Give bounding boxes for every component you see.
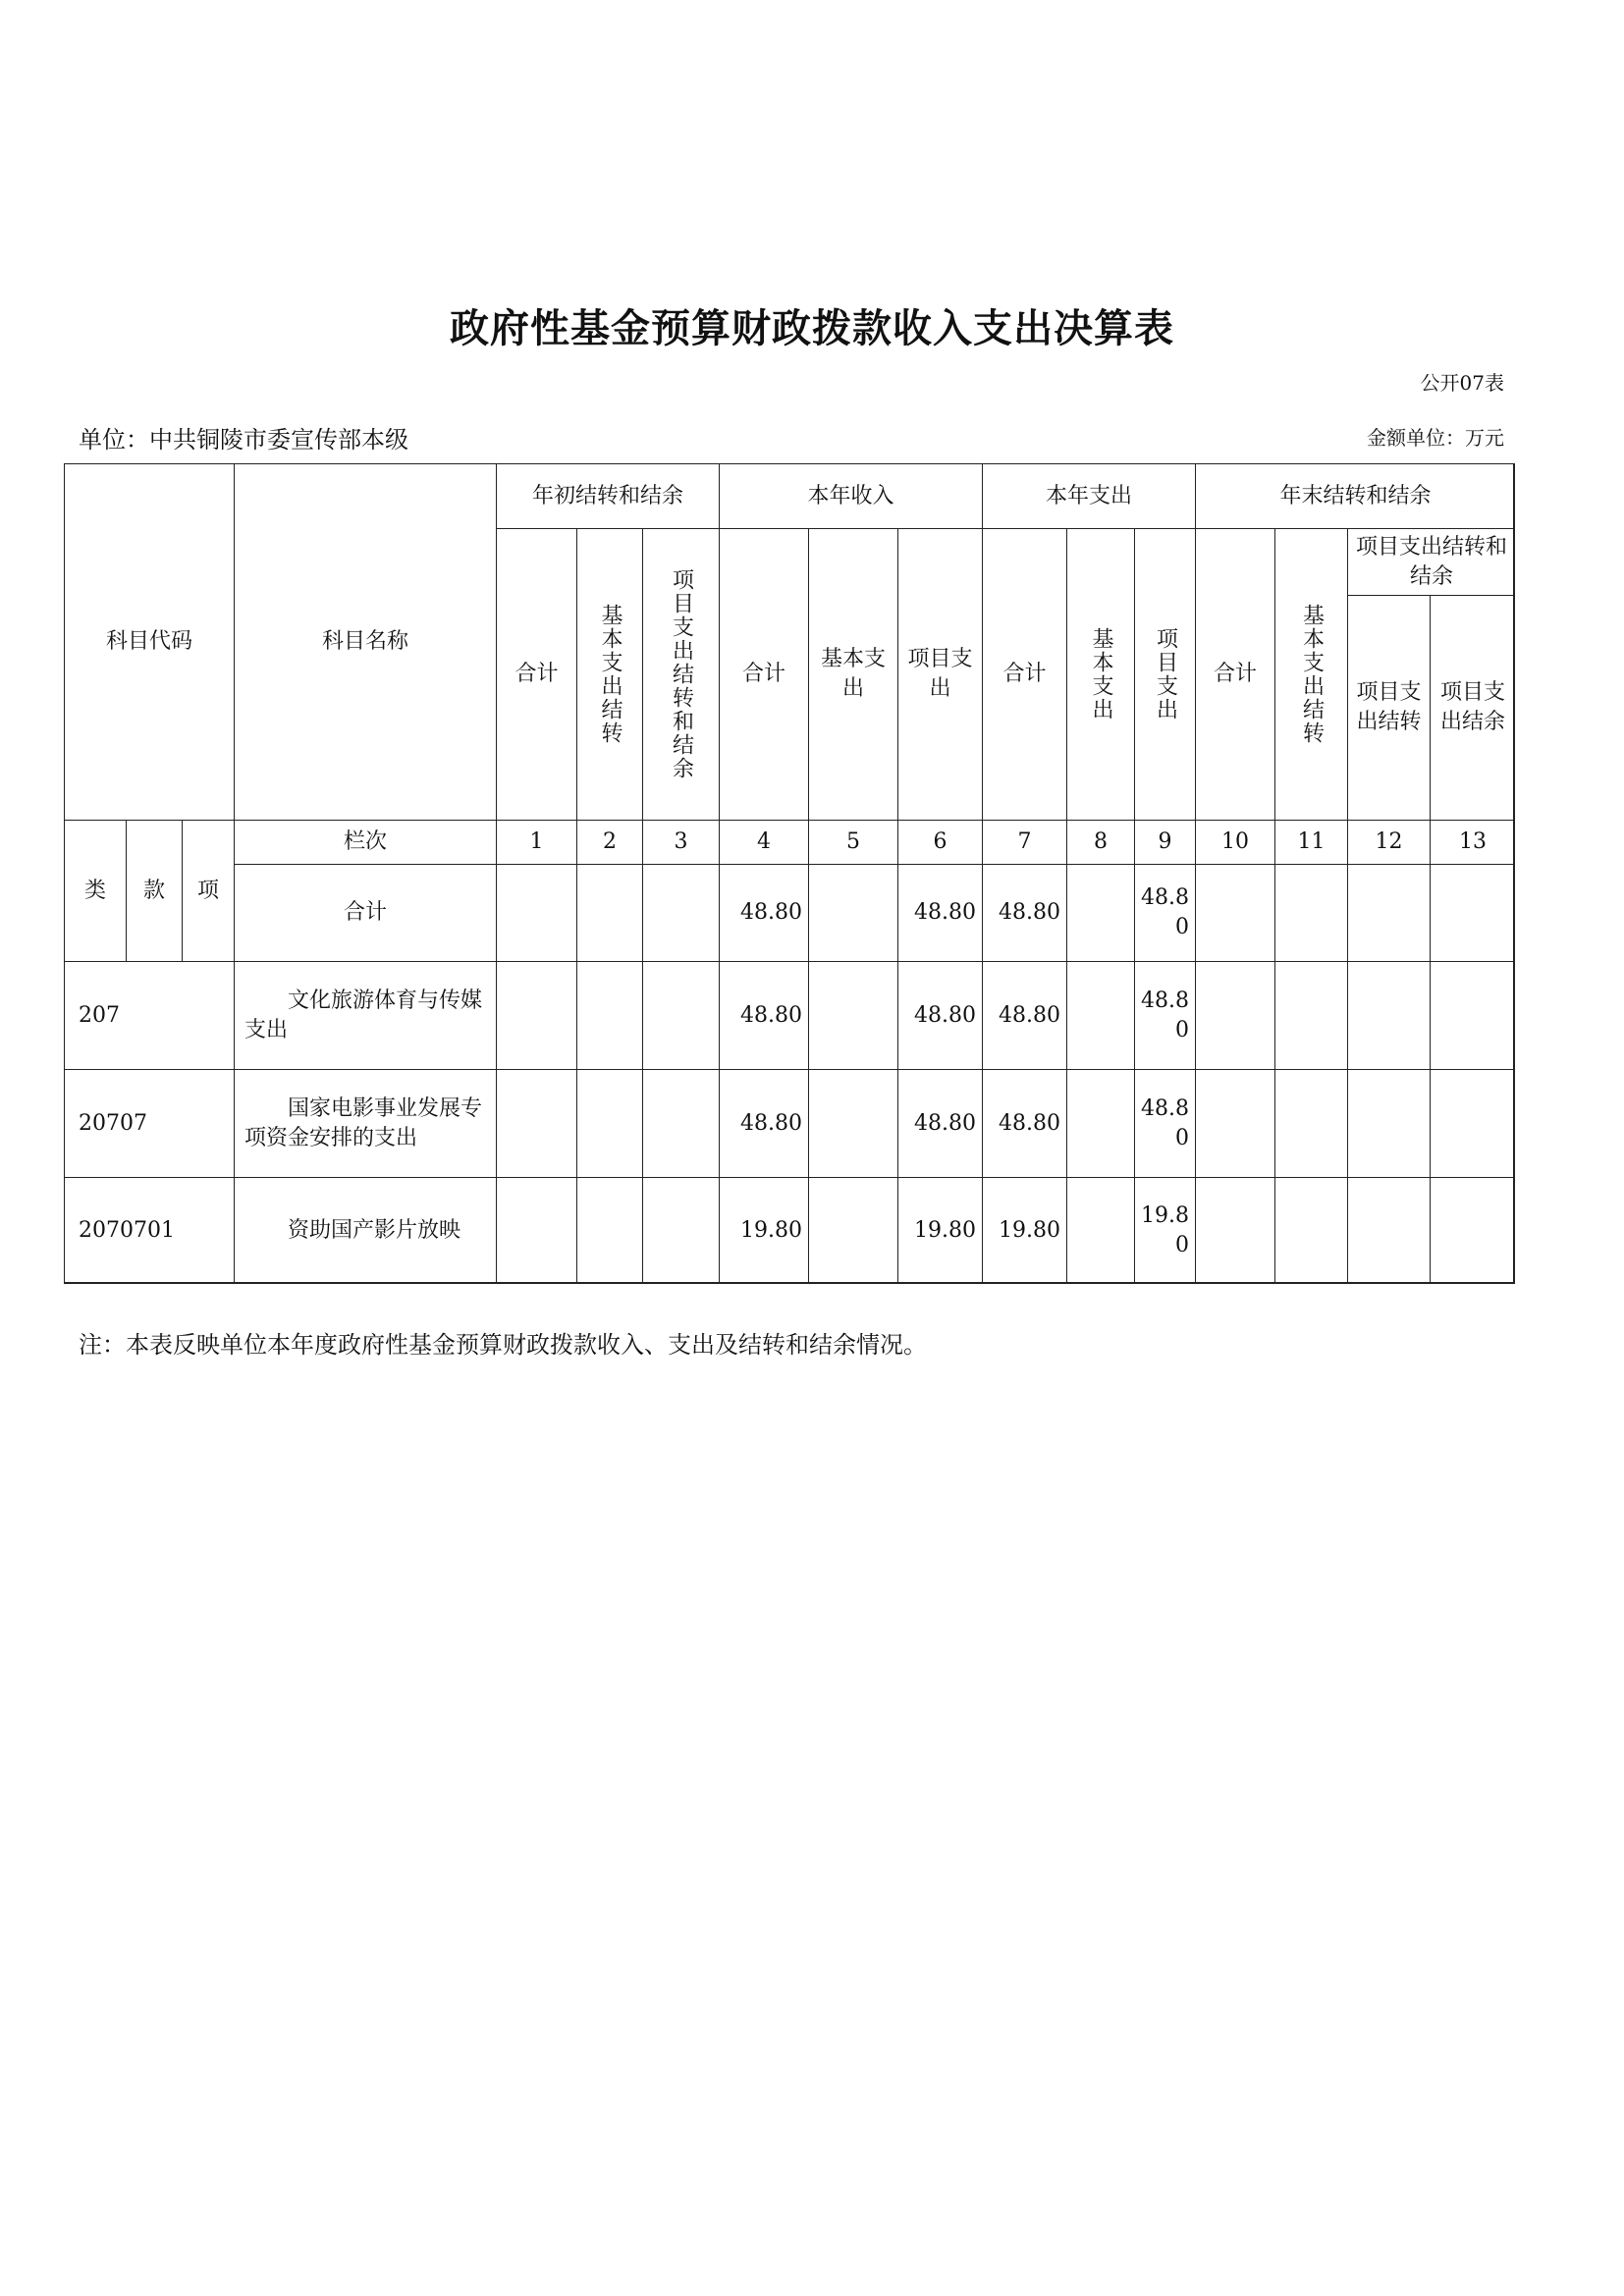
column-number (897, 820, 982, 864)
row-value (897, 864, 982, 961)
row-value-text: 48.80 (740, 900, 802, 925)
header-g4-sub-carry-text: 项目支出结转 (1356, 680, 1422, 734)
column-number-text: 11 (1297, 829, 1326, 854)
footnote: 注：本表反映单位本年度政府性基金预算财政拨款收入、支出及结转和结余情况。 (79, 1331, 927, 1359)
column-number-text: 9 (1158, 829, 1172, 854)
row-code (64, 961, 234, 1069)
row-value-text: 48.80 (999, 900, 1060, 925)
row-value (576, 1177, 642, 1284)
row-code-text: 2070701 (79, 1218, 175, 1243)
row-value (576, 1069, 642, 1177)
header-g3-total (982, 528, 1066, 820)
row-value (808, 1177, 897, 1284)
row-value (897, 1177, 982, 1284)
header-g2-total-text: 合计 (741, 662, 785, 686)
row-value (719, 864, 808, 961)
row-value-text: 48.80 (914, 1002, 976, 1028)
row-value-text: 19.80 (740, 1218, 802, 1243)
row-value (808, 864, 897, 961)
column-number-text: 3 (674, 829, 688, 854)
header-g2-basic (808, 528, 897, 820)
row-name (234, 864, 496, 961)
header-g4-project (1347, 528, 1515, 595)
row-value (1347, 1177, 1430, 1284)
column-number (1195, 820, 1274, 864)
column-number-text: 13 (1459, 829, 1487, 854)
row-value (496, 1177, 576, 1284)
row-value (808, 961, 897, 1069)
row-value (496, 961, 576, 1069)
header-xiang (182, 820, 234, 961)
column-number (642, 820, 719, 864)
column-number-text: 7 (1017, 829, 1032, 854)
row-value (719, 961, 808, 1069)
column-number-text: 6 (933, 829, 947, 854)
row-value (1274, 1177, 1347, 1284)
header-group (982, 463, 1195, 528)
header-g1-project-text: 项目支出结转和结余 (669, 568, 694, 780)
row-value (642, 961, 719, 1069)
row-value (897, 961, 982, 1069)
header-lei (64, 820, 126, 961)
column-number-text: 10 (1221, 829, 1249, 854)
column-number (1134, 820, 1195, 864)
row-name-text: 文化旅游体育与传媒支出 (244, 988, 483, 1042)
header-kuan (126, 820, 182, 961)
row-value (642, 1177, 719, 1284)
row-code (64, 1177, 234, 1284)
row-value (1134, 864, 1195, 961)
row-value (982, 1069, 1066, 1177)
header-group (719, 463, 982, 528)
row-value (982, 961, 1066, 1069)
column-number (496, 820, 576, 864)
row-name-text: 国家电影事业发展专项资金安排的支出 (244, 1095, 483, 1150)
row-code-text: 20707 (79, 1110, 147, 1136)
row-value (1066, 1069, 1134, 1177)
row-value (642, 864, 719, 961)
row-value (1066, 864, 1134, 961)
column-number (1066, 820, 1134, 864)
header-g2-project (897, 528, 982, 820)
column-number (982, 820, 1066, 864)
header-lei-text: 类 (83, 878, 106, 903)
row-value (1274, 1069, 1347, 1177)
row-value (642, 1069, 719, 1177)
header-g4-sub-surplus (1430, 595, 1515, 820)
row-value-text: 48.80 (1141, 988, 1189, 1042)
row-value-text: 48.80 (999, 1002, 1060, 1028)
row-value (1134, 1069, 1195, 1177)
column-number-text: 8 (1094, 829, 1108, 854)
row-value (1347, 961, 1430, 1069)
header-g4-sub-carry (1347, 595, 1430, 820)
row-value-text: 48.80 (740, 1002, 802, 1028)
header-g4-total (1195, 528, 1274, 820)
header-g4-project-text: 项目支出结转和结余 (1356, 534, 1508, 589)
column-number-text: 12 (1375, 829, 1403, 854)
row-value (1430, 961, 1515, 1069)
row-name (234, 1177, 496, 1284)
header-group-text: 年末结转和结余 (1279, 483, 1432, 508)
row-value (1195, 1069, 1274, 1177)
column-number (808, 820, 897, 864)
header-g3-project (1134, 528, 1195, 820)
header-xiang-text: 项 (196, 878, 219, 903)
header-g3-project-text: 项目支出 (1153, 627, 1178, 721)
header-group-text: 本年收入 (807, 483, 894, 508)
row-value (982, 1177, 1066, 1284)
column-number-text: 4 (757, 829, 771, 854)
header-kuan-text: 款 (142, 878, 165, 903)
row-value (1274, 961, 1347, 1069)
column-number-text: 2 (603, 829, 617, 854)
row-value-text: 48.80 (1141, 885, 1189, 939)
form-number: 公开07表 (1420, 371, 1504, 395)
row-value-text: 48.80 (914, 900, 976, 925)
row-value (576, 864, 642, 961)
header-group (1195, 463, 1515, 528)
row-name-text: 合计 (343, 900, 387, 925)
header-lanci (234, 820, 496, 864)
row-value-text: 19.80 (999, 1218, 1060, 1243)
header-g2-project-text: 项目支出 (907, 647, 973, 701)
row-value (1347, 864, 1430, 961)
row-value (496, 1069, 576, 1177)
header-g3-basic (1066, 528, 1134, 820)
header-g1-total-text: 合计 (514, 662, 559, 686)
header-g2-total (719, 528, 808, 820)
header-name (234, 463, 496, 820)
row-value-text: 19.80 (914, 1218, 976, 1243)
row-value-text: 48.80 (1141, 1095, 1189, 1150)
row-value (1195, 1177, 1274, 1284)
row-value-text: 48.80 (999, 1110, 1060, 1136)
column-number-text: 1 (529, 829, 544, 854)
money-unit: 金额单位：万元 (1367, 426, 1504, 450)
header-code (64, 463, 234, 820)
row-value (1195, 864, 1274, 961)
row-code-text: 207 (79, 1002, 120, 1028)
header-g1-basic-text: 基本支出结转 (598, 604, 623, 745)
column-number (1274, 820, 1347, 864)
row-value (1195, 961, 1274, 1069)
row-value-text: 19.80 (1141, 1203, 1189, 1257)
page-title: 政府性基金预算财政拨款收入支出决算表 (450, 306, 1174, 351)
header-name-text: 科目名称 (321, 629, 408, 654)
row-value (1134, 1177, 1195, 1284)
row-name (234, 961, 496, 1069)
row-value (719, 1177, 808, 1284)
header-code-text: 科目代码 (105, 629, 192, 654)
column-number (719, 820, 808, 864)
row-value (576, 961, 642, 1069)
header-g3-total-text: 合计 (1002, 662, 1047, 686)
row-name-text: 资助国产影片放映 (288, 1218, 461, 1243)
column-number (1430, 820, 1515, 864)
header-g1-project (642, 528, 719, 820)
header-g1-total (496, 528, 576, 820)
row-value (897, 1069, 982, 1177)
row-name (234, 1069, 496, 1177)
row-value-text: 48.80 (914, 1110, 976, 1136)
row-value (808, 1069, 897, 1177)
header-group-text: 年初结转和结余 (531, 483, 683, 508)
column-number (576, 820, 642, 864)
row-value-text: 48.80 (740, 1110, 802, 1136)
header-g4-basic-text: 基本支出结转 (1299, 604, 1325, 745)
row-code (64, 1069, 234, 1177)
row-value (1274, 864, 1347, 961)
row-value (1134, 961, 1195, 1069)
header-g4-total-text: 合计 (1213, 662, 1257, 686)
row-value (982, 864, 1066, 961)
header-g4-sub-surplus-text: 项目支出结余 (1439, 680, 1505, 734)
row-value (1430, 1069, 1515, 1177)
row-value (1066, 1177, 1134, 1284)
header-g1-basic (576, 528, 642, 820)
header-g4-basic (1274, 528, 1347, 820)
row-value (1066, 961, 1134, 1069)
header-g3-basic-text: 基本支出 (1089, 627, 1113, 721)
column-number-text: 5 (846, 829, 860, 854)
header-g2-basic-text: 基本支出 (820, 647, 886, 701)
row-value (1430, 864, 1515, 961)
row-value (496, 864, 576, 961)
row-value (1430, 1177, 1515, 1284)
header-group (496, 463, 719, 528)
row-value (719, 1069, 808, 1177)
row-value (1347, 1069, 1430, 1177)
column-number (1347, 820, 1430, 864)
header-lanci-text: 栏次 (343, 829, 387, 854)
unit-label: 单位：中共铜陵市委宣传部本级 (79, 426, 408, 454)
header-group-text: 本年支出 (1045, 483, 1132, 508)
